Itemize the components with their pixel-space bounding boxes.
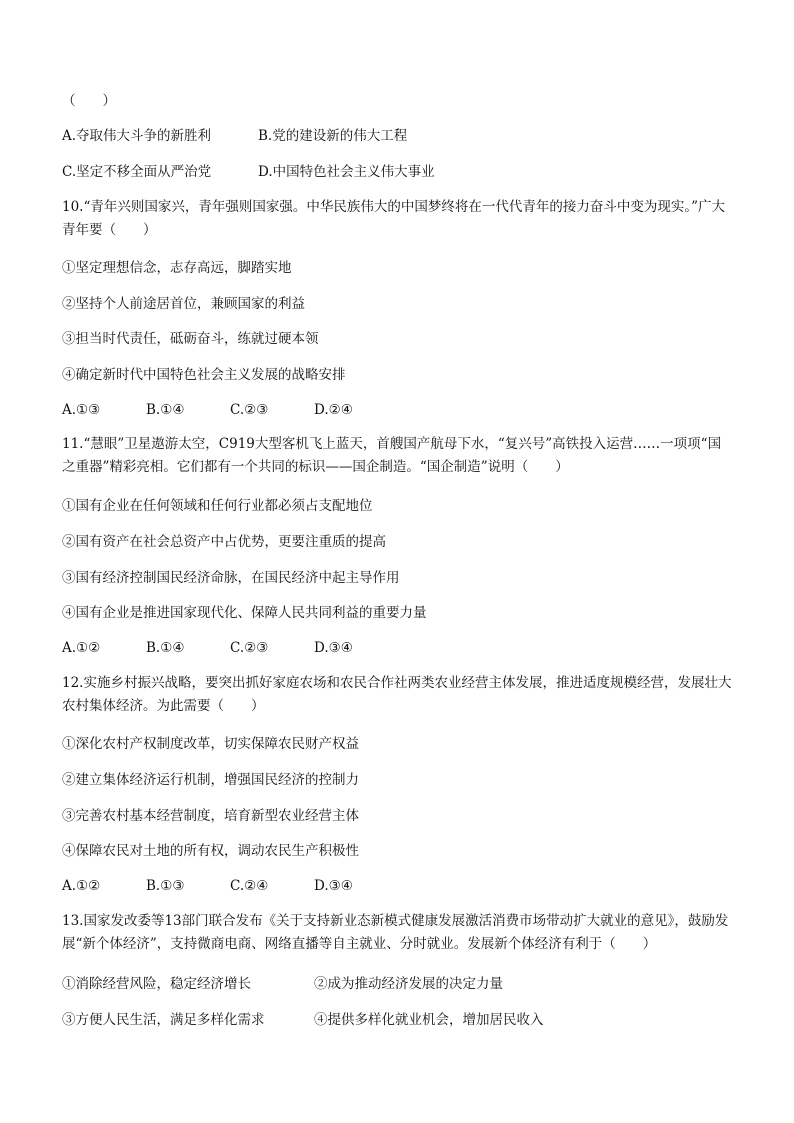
q12-option-c: C.②④ — [230, 878, 269, 894]
q13-stem: 13.国家发改委等13部门联合发布《关于支持新业态新模式健康发展激活消费市场带动扩大就业的意见》，鼓励发展“新个体经济”，支持微商电商、网络直播等自主就业、分时就业。发展新个体经济有利于（ ） — [62, 913, 729, 952]
q10-option-d: D.②④ — [314, 402, 353, 418]
q10-stem: 10.“青年兴则国家兴，青年强则国家强。中华民族伟大的中国梦终将在一代代青年的接力奋斗中变为现实。”广大青年要（ ） — [62, 199, 726, 238]
q10-statement-3: ③担当时代责任，砥砺奋斗，练就过硬本领 — [62, 331, 319, 347]
q13-statements-row-2 — [62, 1012, 544, 1028]
q12-option-b: B.①③ — [146, 878, 185, 894]
q9-option-c: C.坚定不移全面从严治党 — [62, 164, 212, 180]
q12-options — [62, 878, 353, 894]
q11-options — [62, 640, 353, 656]
q9-answer-bracket: （ ） — [62, 93, 116, 109]
q10-statement-1: ①坚定理想信念，志存高远，脚踏实地 — [62, 260, 292, 276]
q11-statement-1: ①国有企业在任何领域和任何行业都必须占支配地位 — [62, 498, 373, 514]
q11-stem: 11.“慧眼”卫星遨游太空，C919大型客机飞上蓝天，首艘国产航母下水，“复兴号”高铁投入运营……一项项“国之重器”精彩亮相。它们都有一个共同的标识——国企制造。“国企制造”说明（ ） — [62, 436, 722, 475]
q9-option-a: A.夺取伟大斗争的新胜利 — [62, 128, 212, 144]
q9-options-row-1 — [62, 128, 407, 144]
q9-options-row-2 — [62, 164, 435, 180]
q12-statement-4: ④保障农民对土地的所有权，调动农民生产积极性 — [62, 843, 359, 859]
q11-statement-4: ④国有企业是推进国家现代化、保障人民共同利益的重要力量 — [62, 605, 427, 621]
q12-option-a: A.①② — [62, 878, 101, 894]
q12-statement-1: ①深化农村产权制度改革，切实保障农民财产权益 — [62, 736, 359, 752]
q12-option-d: D.③④ — [314, 878, 353, 894]
q11-statement-3: ③国有经济控制国民经济命脉，在国民经济中起主导作用 — [62, 570, 400, 586]
q13-statement-4: ④提供多样化就业机会，增加居民收入 — [314, 1012, 544, 1028]
q13-statement-1: ①消除经营风险，稳定经济增长 — [62, 976, 251, 992]
q10-option-c: C.②③ — [230, 402, 269, 418]
q10-statement-4: ④确定新时代中国特色社会主义发展的战略安排 — [62, 367, 346, 383]
q10-option-a: A.①③ — [62, 402, 101, 418]
q13-statement-2: ②成为推动经济发展的决定力量 — [314, 976, 503, 992]
q11-statement-2: ②国有资产在社会总资产中占优势，更要注重质的提高 — [62, 534, 386, 550]
q10-option-b: B.①④ — [146, 402, 185, 418]
q12-statement-2: ②建立集体经济运行机制，增强国民经济的控制力 — [62, 772, 359, 788]
q9-option-d: D.中国特色社会主义伟大事业 — [258, 164, 435, 180]
q12-statement-3: ③完善农村基本经营制度，培育新型农业经营主体 — [62, 808, 359, 824]
q11-option-a: A.①② — [62, 640, 101, 656]
q10-options — [62, 402, 353, 418]
q11-option-c: C.②③ — [230, 640, 269, 656]
q11-option-b: B.①④ — [146, 640, 185, 656]
q13-statement-3: ③方便人民生活，满足多样化需求 — [62, 1012, 265, 1028]
q12-stem: 12.实施乡村振兴战略，要突出抓好家庭农场和农民合作社两类农业经营主体发展，推进适度规模经营，发展壮大农村集体经济。为此需要（ ） — [62, 675, 732, 714]
q9-option-b: B.党的建设新的伟大工程 — [258, 128, 408, 144]
q13-statements-row-1 — [62, 976, 503, 992]
q10-statement-2: ②坚持个人前途居首位，兼顾国家的利益 — [62, 296, 305, 312]
q11-option-d: D.③④ — [314, 640, 353, 656]
